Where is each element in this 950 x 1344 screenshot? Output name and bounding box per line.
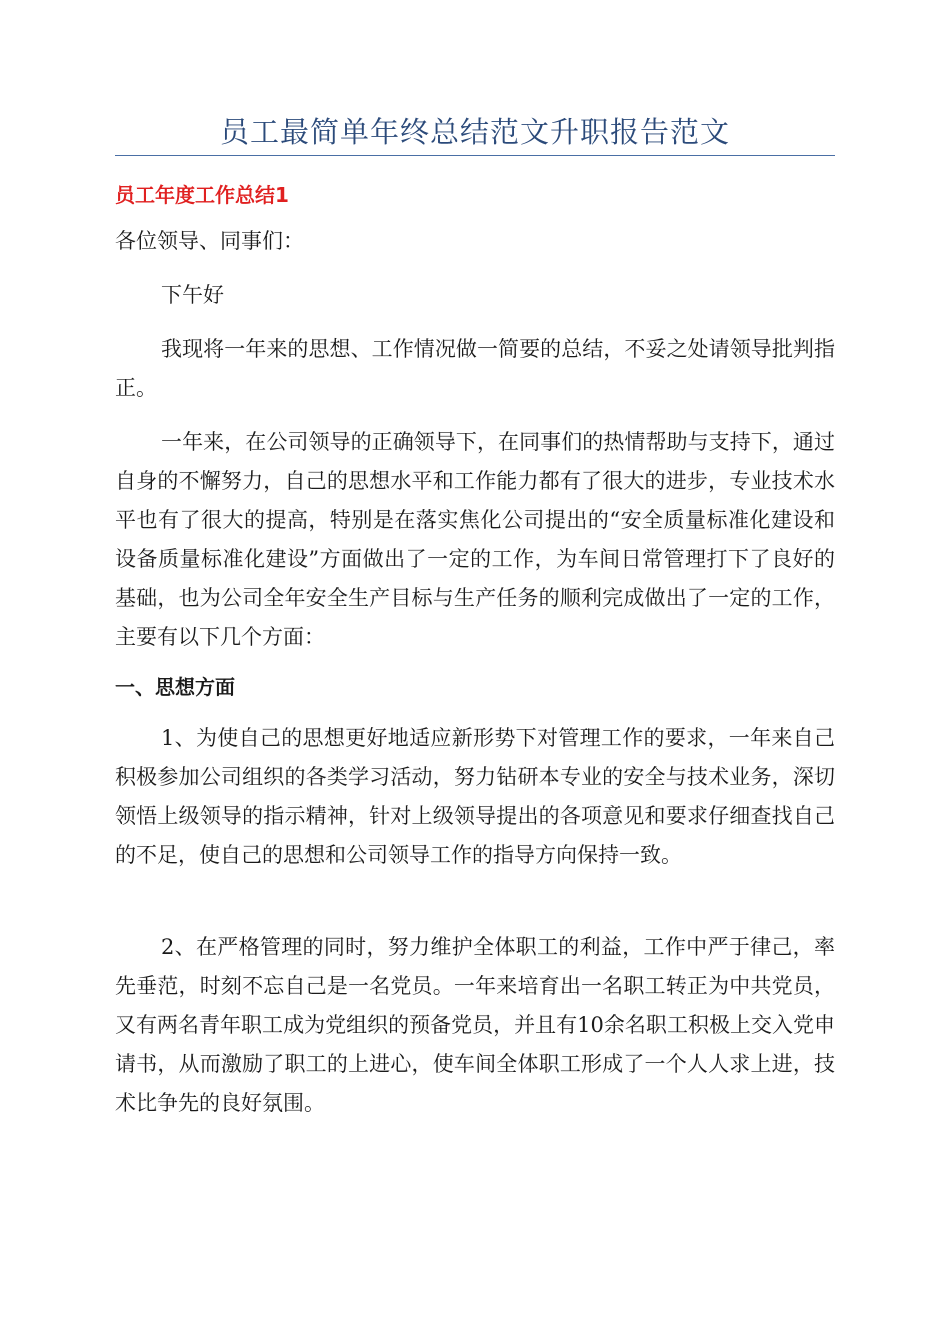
title-divider [115, 155, 835, 156]
document-title: 员工最简单年终总结范文升职报告范文 [219, 115, 730, 149]
point-2-paragraph: 2、在严格管理的同时，努力维护全体职工的利益，工作中严于律己，率先垂范，时刻不忘自己是一名党员。一年来培育出一名职工转正为中共党员，又有两名青年职工成为党组织的预备党员，并且有10余名职工积极上交入党申请书，从而激励了职工的上进心，使车间全体职工形成了一个人人求上进，技术比争先的良好氛围。 [115, 935, 835, 1115]
salutation-paragraph: 各位领导、同事们： [115, 229, 304, 253]
point-1-paragraph: 1、为使自己的思想更好地适应新形势下对管理工作的要求，一年来自己积极参加公司组织的各类学习活动，努力钻研本专业的安全与技术业务，深切领悟上级领导的指示精神，针对上级领导提出的各项意见和要求仔细查找自己的不足，使自己的思想和公司领导工作的指导方向保持一致。 [115, 726, 835, 867]
sub-heading: 一、思想方面 [115, 675, 235, 699]
greeting-paragraph: 下午好 [161, 283, 224, 307]
section-heading: 员工年度工作总结1 [115, 183, 289, 207]
intro-paragraph: 我现将一年来的思想、工作情况做一简要的总结，不妥之处请领导批判指正。 [115, 337, 835, 400]
overview-paragraph: 一年来，在公司领导的正确领导下，在同事们的热情帮助与支持下，通过自身的不懈努力，自己的思想水平和工作能力都有了很大的进步，专业技术水平也有了很大的提高，特别是在落实焦化公司提出的“安全质量标准化建设和设备质量标准化建设”方面做出了一定的工作，为车间日常管理打下了良好的基础，也为公司全年安全生产目标与生产任务的顺利完成做出了一定的工作，主要有以下几个方面： [115, 430, 835, 649]
